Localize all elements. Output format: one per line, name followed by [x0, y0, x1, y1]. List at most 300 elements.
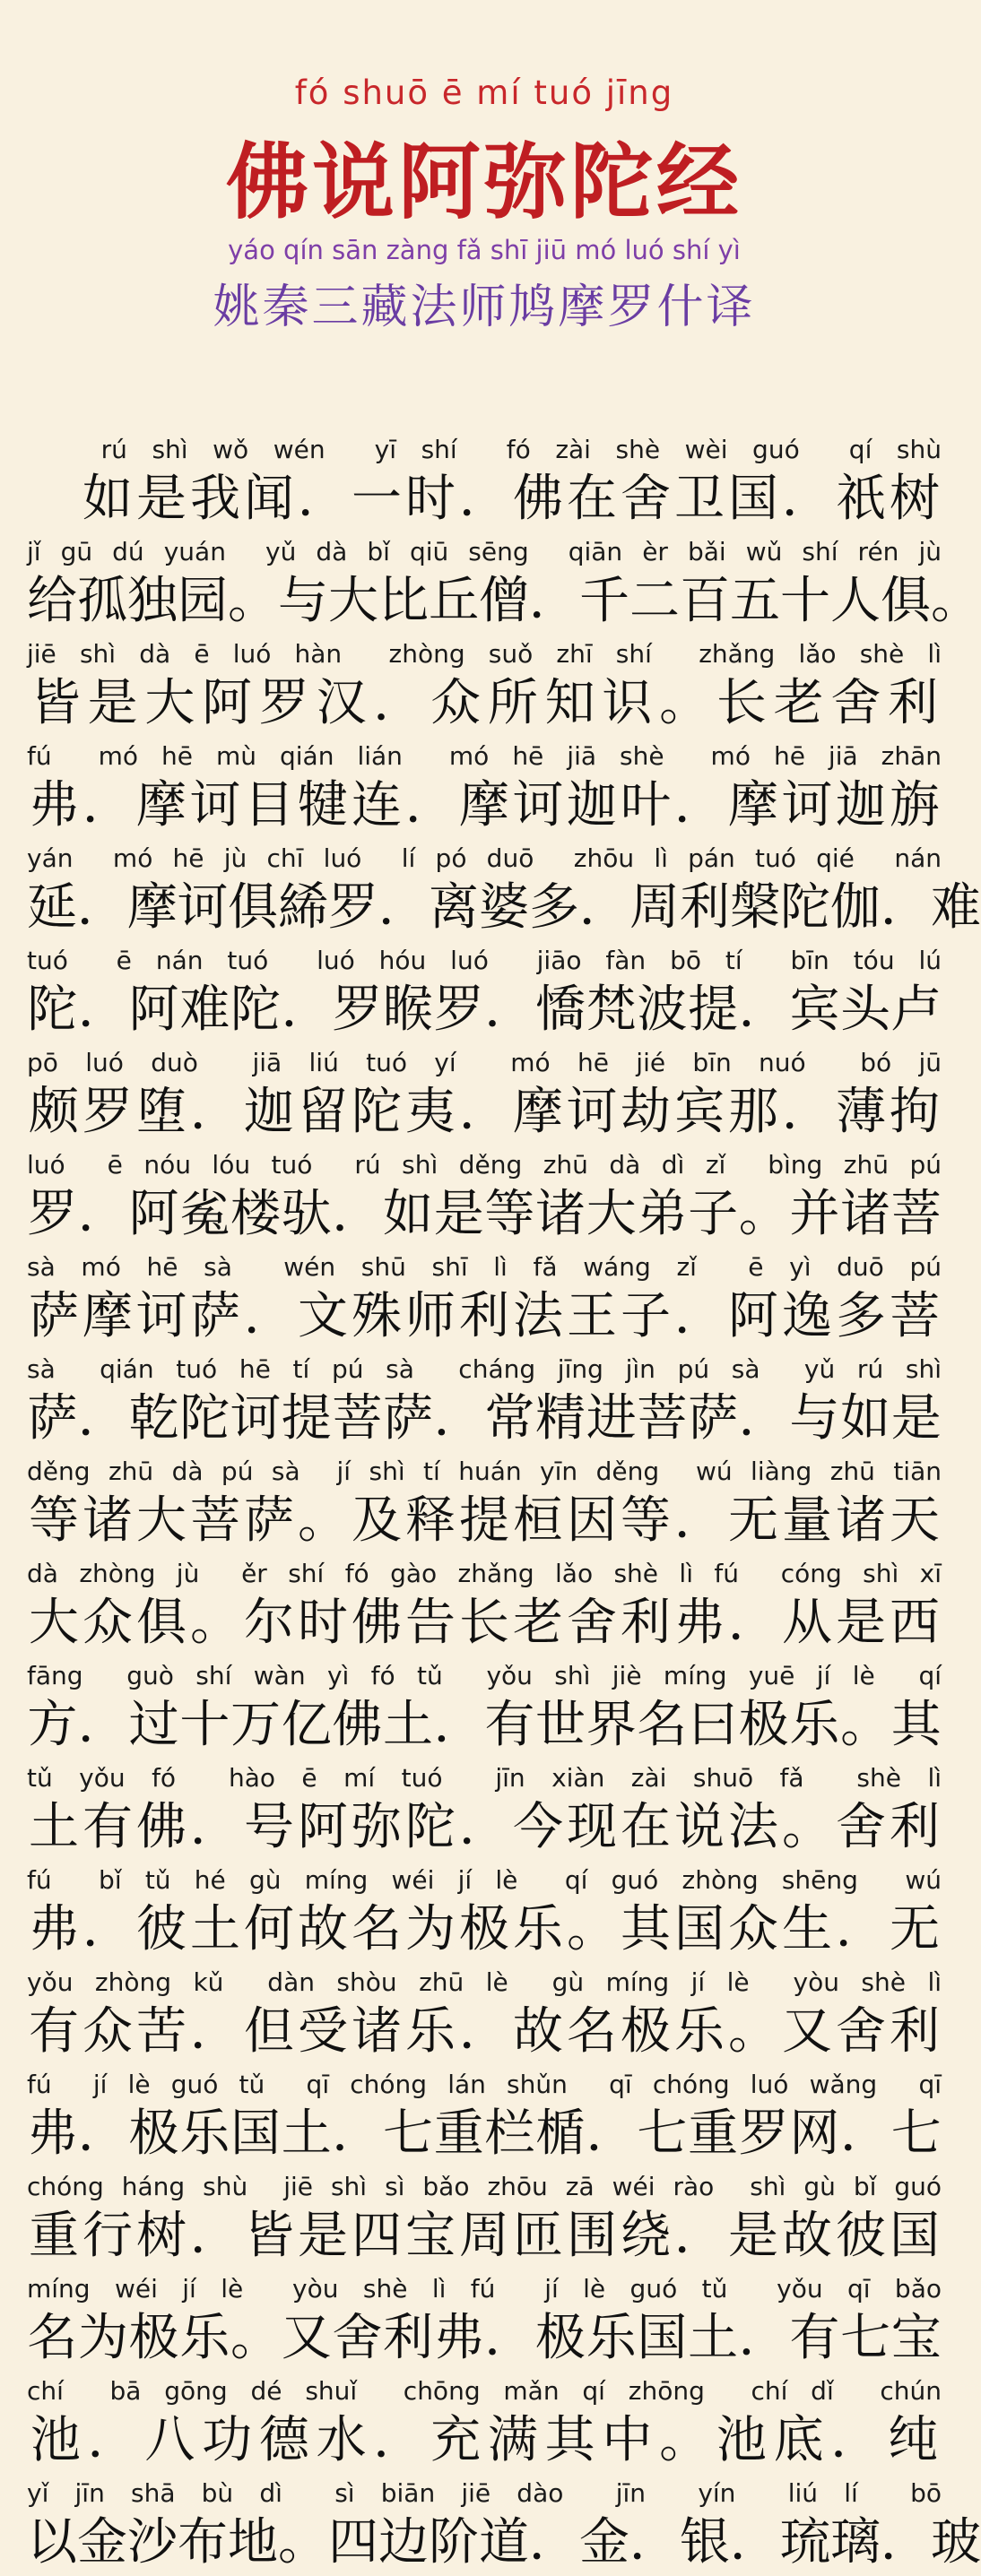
pinyin-text: sà qián tuó hē tí pú sà cháng jīng jìn pú sà yǔ rú shì [27, 1354, 942, 1384]
hanzi-char: 驮 [281, 1185, 332, 1243]
hanzi-char: 萨 [190, 1287, 240, 1345]
pinyin-text: fú jí lè guó tǔ qī chóng lán shǔn qī chóng luó wǎng qī [27, 2070, 942, 2099]
hanzi-char: 萨 [29, 1287, 79, 1345]
hanzi-char: 菩 [890, 1185, 942, 1243]
hanzi-char: 老 [513, 1594, 563, 1652]
hanzi-char: 是 [136, 470, 187, 528]
hanzi-char: 絺 [278, 878, 328, 937]
hanzi-char: 有 [29, 2002, 79, 2061]
hanzi-char: 摩 [127, 878, 178, 937]
hanzi-char: 大 [29, 1594, 79, 1652]
hanzi-char: 有 [484, 1696, 535, 1754]
hanzi-row [27, 470, 942, 529]
hanzi-char: 多 [529, 878, 579, 937]
hanzi-char: 无 [728, 1491, 778, 1550]
hanzi-char: 彼 [136, 1900, 187, 1958]
pinyin-row [27, 2474, 942, 2513]
hanzi-row [27, 2002, 942, 2062]
pinyin-text: rú shì wǒ wén yī shí fó zài shè wèi guó qí shù [27, 435, 942, 464]
hanzi-char: 是 [298, 2207, 348, 2265]
hanzi-char: ． [728, 1594, 778, 1652]
hanzi-char: 。 [190, 1594, 240, 1652]
hanzi-char: 独 [127, 572, 178, 630]
hanzi-char: 时 [298, 1594, 348, 1652]
hanzi-char: 薄 [836, 1083, 886, 1141]
hanzi-char: 如 [82, 470, 133, 528]
hanzi-char: 中 [602, 2411, 653, 2469]
pinyin-row [27, 1861, 942, 1900]
hanzi-char: 卫 [674, 470, 725, 528]
text-line [27, 839, 981, 941]
hanzi-char: ． [840, 2105, 891, 2163]
hanzi-char: ． [190, 2207, 240, 2265]
hanzi-char: 周 [629, 878, 680, 937]
hanzi-char: 绕 [621, 2207, 671, 2265]
pinyin-text: fú mó hē mù qián lián mó hē jiā shè mó hē jiā zhān [27, 741, 942, 771]
hanzi-char: 陀 [179, 1389, 230, 1448]
hanzi-char: 因 [567, 1491, 617, 1550]
hanzi-char: 那 [728, 1083, 778, 1141]
hanzi-char: 又 [281, 2309, 332, 2367]
hanzi-char: 利 [890, 1798, 940, 1856]
hanzi-char: 等 [621, 1491, 671, 1550]
text-line [27, 737, 942, 839]
hanzi-char: 师 [405, 1287, 456, 1345]
hanzi-char: ． [244, 1287, 294, 1345]
hanzi-char: 楯 [535, 2105, 586, 2163]
hanzi-char: 罗 [82, 1083, 133, 1141]
hanzi-char: 利 [459, 1287, 509, 1345]
hanzi-char: 孤 [77, 572, 127, 630]
hanzi-row [27, 2309, 942, 2368]
hanzi-char: ． [459, 470, 509, 528]
hanzi-char: ． [459, 1083, 509, 1141]
hanzi-char: 极 [128, 2309, 179, 2367]
hanzi-char: 彼 [836, 2207, 886, 2265]
hanzi-char: 长 [459, 1594, 509, 1652]
hanzi-char: 利 [890, 2002, 940, 2061]
hanzi-char: ． [78, 1185, 128, 1243]
hanzi-char: 所 [487, 674, 538, 732]
pinyin-row [27, 1145, 942, 1185]
hanzi-char: 长 [716, 674, 767, 732]
hanzi-char: 众 [728, 1900, 778, 1958]
hanzi-char: 诃 [190, 776, 240, 834]
hanzi-char: 有 [789, 2309, 840, 2367]
hanzi-char: 七 [637, 2105, 688, 2163]
hanzi-char: 延 [27, 878, 77, 937]
hanzi-char: 汉 [316, 674, 367, 732]
hanzi-char: 陀 [780, 878, 830, 937]
text-line [27, 1350, 942, 1452]
hanzi-row [27, 572, 981, 631]
hanzi-char: 土 [688, 2309, 739, 2367]
hanzi-char: ． [629, 2513, 680, 2572]
hanzi-char: 故 [513, 2002, 563, 2061]
hanzi-char: 罗 [328, 878, 378, 937]
hanzi-char: 人 [830, 572, 881, 630]
hanzi-row [27, 1389, 942, 1448]
pinyin-text: sà mó hē sà wén shū shī lì fǎ wáng zǐ ē yì duō pú [27, 1252, 942, 1282]
hanzi-char: 其 [544, 2411, 595, 2469]
hanzi-char: 常 [484, 1389, 535, 1448]
hanzi-char: 桓 [513, 1491, 563, 1550]
hanzi-char: 乐 [179, 2105, 230, 2163]
hanzi-char: ． [881, 878, 931, 937]
hanzi-char: 诃 [136, 1287, 187, 1345]
hanzi-char: 弗 [29, 776, 79, 834]
hanzi-char: 时 [405, 470, 456, 528]
hanzi-char: ． [782, 470, 832, 528]
hanzi-char: 睺 [383, 981, 434, 1039]
hanzi-char: 何 [244, 1900, 294, 1958]
hanzi-char: 波 [637, 981, 688, 1039]
hanzi-char: 七 [383, 2105, 434, 2163]
hanzi-char: ． [484, 2309, 535, 2367]
hanzi-char: 名 [27, 2309, 78, 2367]
hanzi-char: 堕 [136, 1083, 187, 1141]
hanzi-char: 布 [178, 2513, 228, 2572]
hanzi-char: 在 [567, 470, 617, 528]
hanzi-row [27, 1900, 942, 1959]
hanzi-char: 一 [352, 470, 402, 528]
hanzi-char: 大 [144, 674, 195, 732]
hanzi-char: 陀 [230, 981, 282, 1039]
hanzi-char: 池 [30, 2411, 81, 2469]
pinyin-row [27, 1759, 942, 1798]
pinyin-text: chóng háng shù jiē shì sì bǎo zhōu zā wéi rào shì gù bǐ guó [27, 2172, 942, 2201]
hanzi-char: 二 [629, 572, 680, 630]
hanzi-char: 利 [383, 2309, 434, 2367]
hanzi-char: 拘 [890, 1083, 940, 1141]
hanzi-char: ． [674, 776, 725, 834]
hanzi-char: 利 [621, 1594, 671, 1652]
hanzi-char: 八 [144, 2411, 195, 2469]
hanzi-char: 萨 [27, 1389, 78, 1448]
hanzi-char: 池 [716, 2411, 767, 2469]
hanzi-char: 诃 [230, 1389, 282, 1448]
hanzi-row [27, 1287, 942, 1346]
hanzi-char: ． [332, 2105, 383, 2163]
hanzi-char: 罗 [433, 981, 484, 1039]
text-line [27, 1963, 942, 2065]
hanzi-char: 精 [535, 1389, 586, 1448]
pinyin-text: jǐ gū dú yuán yǔ dà bǐ qiū sēng qiān èr bǎi wǔ shí rén jù [27, 537, 942, 566]
hanzi-char: ． [782, 1083, 832, 1141]
hanzi-row [27, 878, 981, 938]
hanzi-char: 佛 [332, 1696, 383, 1754]
hanzi-char: ． [332, 1185, 383, 1243]
hanzi-char: 苦 [136, 2002, 187, 2061]
hanzi-char: 土 [190, 1900, 240, 1958]
pinyin-row [27, 1963, 942, 2002]
hanzi-char: ． [190, 1798, 240, 1856]
hanzi-char: ． [77, 878, 127, 937]
hanzi-char: 。 [298, 1491, 348, 1550]
hanzi-char: 金 [579, 2513, 629, 2572]
hanzi-char: 摩 [513, 1083, 563, 1141]
hanzi-char: 王 [567, 1287, 617, 1345]
hanzi-char: 界 [586, 1696, 637, 1754]
hanzi-char: 舍 [830, 674, 881, 732]
pinyin-row [27, 1043, 942, 1083]
hanzi-char: 与 [789, 1389, 840, 1448]
text-line [27, 941, 942, 1043]
hanzi-char: 曰 [688, 1696, 739, 1754]
text-line [27, 2269, 942, 2372]
hanzi-char: 但 [244, 2002, 294, 2061]
hanzi-char: 宾 [674, 1083, 725, 1141]
hanzi-char: ． [78, 1696, 128, 1754]
hanzi-char: 名 [352, 1900, 402, 1958]
hanzi-char: 弗 [29, 1900, 79, 1958]
hanzi-char: 道 [479, 2513, 529, 2572]
pinyin-text: tǔ yǒu fó hào ē mí tuó jīn xiàn zài shuō fǎ shè lì [27, 1763, 942, 1793]
hanzi-char: 在 [621, 1798, 671, 1856]
pinyin-text: jiē shì dà ē luó hàn zhòng suǒ zhī shí zhǎng lǎo shè lì [27, 639, 942, 669]
pinyin-text: dà zhòng jù ěr shí fó gào zhǎng lǎo shè lì fú cóng shì xī [27, 1559, 942, 1588]
hanzi-char: 树 [136, 2207, 187, 2265]
hanzi-char: 园 [178, 572, 228, 630]
hanzi-char: 憍 [535, 981, 586, 1039]
hanzi-char: 国 [637, 2309, 688, 2367]
page-title: 佛说阿弥陀经 [225, 134, 742, 230]
pinyin-text: míng wéi jí lè yòu shè lì fú jí lè guó tǔ yǒu qī bǎo [27, 2274, 942, 2304]
hanzi-row [27, 2105, 942, 2164]
hanzi-char: ． [82, 1900, 133, 1958]
hanzi-char: 槃 [730, 878, 780, 937]
hanzi-char: 重 [29, 2207, 79, 2265]
hanzi-char: 乐 [674, 2002, 725, 2061]
text-line [27, 1861, 942, 1963]
hanzi-char: 等 [29, 1491, 79, 1550]
hanzi-char: 网 [789, 2105, 840, 2163]
hanzi-char: 十 [179, 1696, 230, 1754]
hanzi-row [27, 1491, 942, 1551]
hanzi-char: ． [484, 981, 535, 1039]
hanzi-char: 土 [281, 2105, 332, 2163]
hanzi-char: ． [459, 1798, 509, 1856]
hanzi-char: ． [433, 1389, 484, 1448]
hanzi-char: 如 [840, 1389, 891, 1448]
hanzi-char: 土 [383, 1696, 434, 1754]
text-line [27, 2474, 981, 2576]
hanzi-char: 佛 [136, 1798, 187, 1856]
author-pinyin: yáo qín sān zàng fǎ shī jiū mó luó shí yì [228, 235, 741, 265]
hanzi-char: 弗 [674, 1594, 725, 1652]
hanzi-char: 菩 [637, 1389, 688, 1448]
hanzi-char: 阿 [128, 981, 179, 1039]
hanzi-char: 地 [228, 2513, 278, 2572]
hanzi-char: 千 [579, 572, 629, 630]
pinyin-text: fāng guò shí wàn yì fó tǔ yǒu shì jiè míng yuē jí lè qí [27, 1661, 942, 1690]
hanzi-char: 无 [890, 1900, 940, 1958]
hanzi-char: 萨 [688, 1389, 739, 1448]
text-line [27, 1452, 942, 1554]
hanzi-char: 七 [890, 2105, 942, 2163]
hanzi-char: ． [405, 776, 456, 834]
hanzi-char: 子 [688, 1185, 739, 1243]
hanzi-char: 天 [890, 1491, 940, 1550]
hanzi-char: ． [459, 2002, 509, 2061]
pinyin-row [27, 635, 942, 674]
hanzi-char: 是 [836, 1594, 886, 1652]
hanzi-char: ． [674, 1491, 725, 1550]
hanzi-char: 梵 [586, 981, 637, 1039]
hanzi-char: 。 [840, 1696, 891, 1754]
hanzi-char: 国 [890, 2207, 940, 2265]
hanzi-char: 满 [487, 2411, 538, 2469]
hanzi-char: 。 [567, 1900, 617, 1958]
hanzi-char: 为 [405, 1900, 456, 1958]
hanzi-char: 离 [429, 878, 479, 937]
hanzi-char: 功 [202, 2411, 253, 2469]
hanzi-char: 诃 [782, 776, 832, 834]
hanzi-char: 宾 [789, 981, 840, 1039]
text-line [27, 1554, 942, 1656]
hanzi-char: 萨 [383, 1389, 434, 1448]
hanzi-char: ． [738, 1389, 789, 1448]
text-line [27, 2167, 942, 2269]
hanzi-char: 佛 [513, 470, 563, 528]
text-line [27, 1248, 942, 1350]
hanzi-char: 以 [27, 2513, 77, 2572]
hanzi-char: ． [836, 1900, 886, 1958]
hanzi-char: 乐 [179, 2309, 230, 2367]
hanzi-char: 诃 [513, 776, 563, 834]
hanzi-char: 故 [298, 1900, 348, 1958]
hanzi-char: 宝 [890, 2309, 942, 2367]
hanzi-char: 婆 [479, 878, 529, 937]
hanzi-char: 舍 [836, 1798, 886, 1856]
hanzi-char: 今 [513, 1798, 563, 1856]
hanzi-row [27, 2513, 981, 2572]
hanzi-char: 为 [78, 2309, 128, 2367]
hanzi-char: 弗 [433, 2309, 484, 2367]
sutra-text [27, 430, 981, 2576]
text-line [27, 1043, 942, 1145]
hanzi-char: 沙 [127, 2513, 178, 2572]
title-pinyin: fó shuō ē mí tuó jīng [294, 73, 674, 112]
pinyin-text: luó ē nóu lóu tuó rú shì děng zhū dà dì zǐ bìng zhū pú [27, 1150, 942, 1180]
hanzi-char: ． [579, 878, 629, 937]
pinyin-row [27, 532, 942, 572]
hanzi-char: 皆 [244, 2207, 294, 2265]
hanzi-char: 伽 [830, 878, 881, 937]
hanzi-char: 十 [780, 572, 830, 630]
hanzi-char: 名 [637, 1696, 688, 1754]
hanzi-char: ． [298, 470, 348, 528]
hanzi-char: 是 [728, 2207, 778, 2265]
hanzi-char: 舍 [567, 1594, 617, 1652]
hanzi-char: 文 [298, 1287, 348, 1345]
hanzi-char: 诃 [178, 878, 228, 937]
hanzi-char: 头 [840, 981, 891, 1039]
hanzi-char: 乐 [789, 1696, 840, 1754]
hanzi-char: 是 [87, 674, 138, 732]
hanzi-char: 琉 [780, 2513, 830, 2572]
hanzi-char: 劫 [621, 1083, 671, 1141]
hanzi-char: 利 [888, 674, 939, 732]
hanzi-char: 乐 [513, 1900, 563, 1958]
hanzi-char: 法 [513, 1287, 563, 1345]
hanzi-char: 罗 [27, 1185, 78, 1243]
hanzi-char: 受 [298, 2002, 348, 2061]
hanzi-char: ． [378, 878, 429, 937]
hanzi-char: 众 [430, 674, 482, 732]
hanzi-char: 名 [567, 2002, 617, 2061]
hanzi-char: 。 [228, 572, 278, 630]
text-line [27, 1656, 942, 1759]
hanzi-row [27, 1798, 942, 1857]
hanzi-char: 俱 [881, 572, 931, 630]
hanzi-char: 提 [281, 1389, 332, 1448]
hanzi-char: 又 [782, 2002, 832, 2061]
hanzi-char: 摩 [136, 776, 187, 834]
hanzi-char: 菩 [890, 1287, 940, 1345]
hanzi-char: 璃 [830, 2513, 881, 2572]
pinyin-row [27, 2269, 942, 2309]
hanzi-char: 㝹 [179, 1185, 230, 1243]
hanzi-char: 皆 [30, 674, 81, 732]
hanzi-row [27, 1083, 942, 1142]
hanzi-char: 等 [484, 1185, 535, 1243]
hanzi-char: 土 [29, 1798, 79, 1856]
hanzi-char: 并 [789, 1185, 840, 1243]
hanzi-row [27, 1696, 942, 1755]
hanzi-char: 说 [674, 1798, 725, 1856]
hanzi-char: 乐 [405, 2002, 456, 2061]
hanzi-char: 栏 [484, 2105, 535, 2163]
hanzi-char: 丘 [429, 572, 479, 630]
hanzi-char: 告 [405, 1594, 456, 1652]
hanzi-char: 量 [782, 1491, 832, 1550]
hanzi-char: 德 [258, 2411, 309, 2469]
pinyin-text: tuó ē nán tuó luó hóu luó jiāo fàn bō tí bīn tóu lú [27, 946, 942, 975]
hanzi-char: ． [738, 2309, 789, 2367]
hanzi-row [27, 674, 942, 733]
hanzi-char: 楼 [230, 1185, 282, 1243]
hanzi-char: 行 [82, 2207, 133, 2265]
text-line [27, 2372, 942, 2474]
hanzi-char: 利 [680, 878, 730, 937]
hanzi-char: 故 [782, 2207, 832, 2265]
hanzi-char: ． [529, 572, 579, 630]
text-line [27, 635, 942, 737]
hanzi-char: 佛 [352, 1594, 402, 1652]
text-line [27, 1759, 942, 1861]
hanzi-char: 过 [128, 1696, 179, 1754]
hanzi-char: 有 [82, 1798, 133, 1856]
hanzi-char: ． [529, 2513, 579, 2572]
hanzi-char: 重 [433, 2105, 484, 2163]
hanzi-char: 难 [179, 981, 230, 1039]
hanzi-char: 四 [352, 2207, 402, 2265]
hanzi-char: 百 [680, 572, 730, 630]
hanzi-char: 极 [128, 2105, 179, 2163]
hanzi-char: 夷 [405, 1083, 456, 1141]
hanzi-char: 大 [136, 1491, 187, 1550]
hanzi-char: 其 [890, 1696, 942, 1754]
hanzi-char: 舍 [332, 2309, 383, 2367]
hanzi-char: 银 [680, 2513, 730, 2572]
pinyin-text: fú bǐ tǔ hé gù míng wéi jí lè qí guó zhòng shēng wú [27, 1865, 942, 1895]
pinyin-row [27, 2372, 942, 2411]
hanzi-char: 诸 [352, 2002, 402, 2061]
hanzi-char: 弗 [27, 2105, 78, 2163]
hanzi-char: 阿 [298, 1798, 348, 1856]
hanzi-row [27, 2207, 942, 2266]
